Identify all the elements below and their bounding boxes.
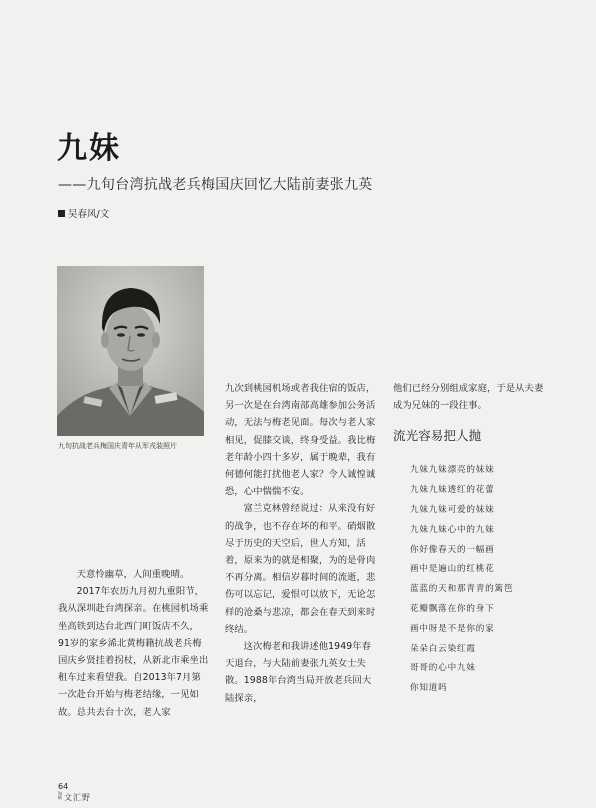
poem-line: 九妹九妹心中的九妹 [410, 524, 495, 535]
byline [58, 209, 109, 221]
poem [393, 461, 548, 699]
poem-line: 九妹九妹漂亮的妹妹 [410, 465, 495, 476]
body-column-1 [58, 566, 209, 721]
portrait-illustration [57, 266, 204, 436]
section-heading: 流光容易把人抛 [393, 428, 482, 444]
page-number: 64 [58, 782, 69, 791]
magazine-name: 文汇野 [64, 793, 91, 802]
poem-line: 花瓣飘落在你的身下 [410, 603, 495, 614]
paragraph: 他们已经分别组成家庭，于是从夫妻成为兄妹的一段往事。 [393, 383, 544, 412]
poem-line: 你知道吗 [410, 683, 448, 694]
poem-line: 朵朵白云染红霞 [410, 643, 476, 654]
poem-line: 蓝蓝的天和那青青的篱笆 [410, 584, 514, 595]
magazine-logo [58, 792, 91, 802]
paragraph: 九次到桃园机场或者我住宿的饭店，另一次是在台湾南部高雄参加公务活动，无法与梅老见面。每次与老人家相见，促膝交谈，终身受益。我比梅老年龄小四十多岁，属于晚辈，我有何德何能打扰他老人家？令人诚惶诚恐，心中惴惴不安。 [225, 383, 376, 498]
poem-line: 哥哥的心中九妹 [410, 663, 476, 674]
body-column-3 [393, 380, 548, 699]
article-title: 九妹 [57, 131, 121, 166]
paragraph: 这次梅老和我讲述他1949年春天退台，与大陆前妻张九英女士失散。1988年台湾当局开放老兵回大陆探亲， [225, 641, 372, 704]
paragraph: 天意怜幽草，人间重晚晴。 [76, 569, 190, 580]
portrait-photo [57, 266, 204, 436]
poem-line: 九妹九妹透红的花蕾 [410, 485, 495, 496]
article-subtitle: ——九旬台湾抗战老兵梅国庆回忆大陆前妻张九英 [58, 177, 373, 193]
magazine-small-text: 海峡 [58, 791, 62, 800]
square-bullet-icon [58, 210, 65, 217]
byline-text: 吴春风/文 [68, 209, 110, 220]
poem-line: 画中呀是不是你的家 [410, 623, 495, 634]
poem-line: 你好像春天的一幅画 [410, 544, 495, 555]
body-column-2 [225, 380, 376, 707]
photo-caption: 九旬抗战老兵梅国庆青年从军戎装照片 [58, 442, 177, 450]
poem-line: 画中是遍山的红桃花 [410, 564, 495, 575]
paragraph: 富兰克林曾经说过：从来没有好的战争，也不存在坏的和平。硝烟散尽于历史的天空后，世人方知，活着，原来为的就是相聚，为的是骨肉不再分离。相信岁暮时间的流逝，悲伤可以忘记，爱恨可以放下，无论怎样的沧桑与悲凉，都会在春天到来时终结。 [225, 503, 376, 635]
poem-line: 九妹九妹可爱的妹妹 [410, 505, 495, 515]
paragraph: 2017年农历九月初九重阳节，我从深圳赴台湾探亲。在桃园机场乘坐高铁到达台北西门町饭店不久，91岁的家乡浠北黄梅籍抗战老兵梅国庆乡贤挂着拐杖，从新北市乘坐出租车过来看望我。自2013年7月第一次赴台开始与梅老结缘，一见如故。总共去台十次，老人家 [58, 586, 209, 718]
